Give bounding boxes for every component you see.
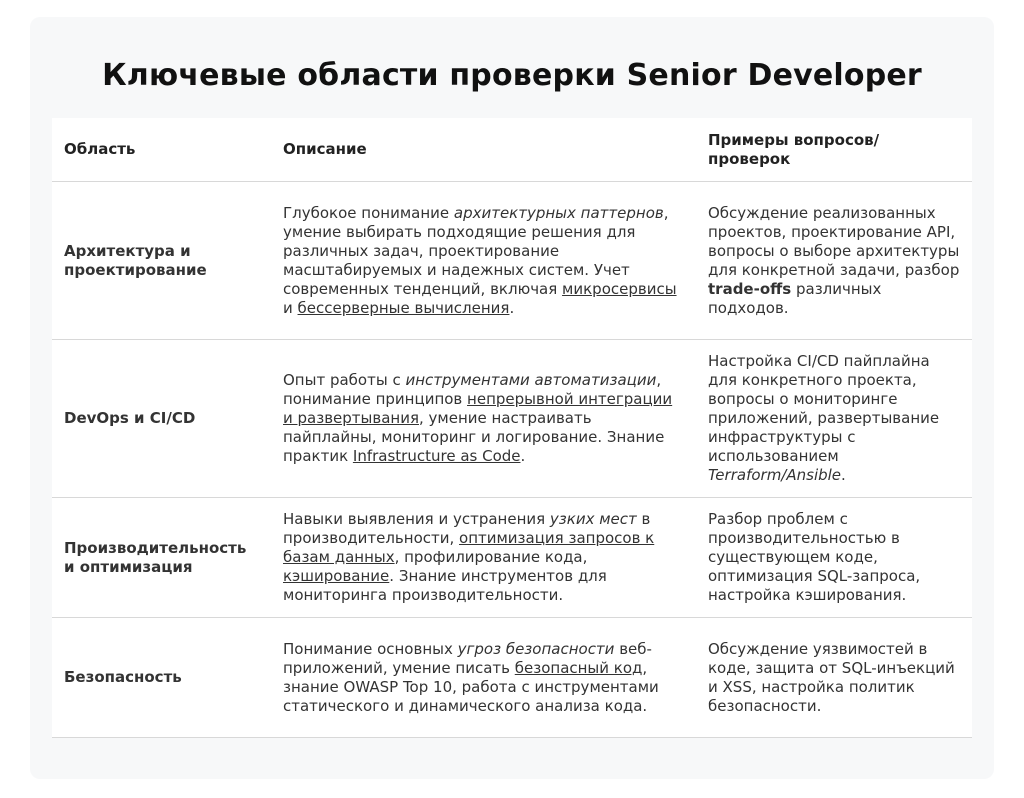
underlined-term: кэширование (283, 567, 390, 585)
area-cell: DevOps и CI/CD (52, 340, 271, 498)
table-row (52, 182, 972, 340)
emphasis: инструментами автоматизации (405, 371, 657, 389)
examples-cell: Разбор проблем с производительностью в существующем коде, оптимизация SQL-запроса, настройка кэширования. (696, 498, 972, 618)
underlined-term: непрерывной интеграции и развертывания (283, 390, 673, 427)
emphasis: архитектурных паттернов (453, 203, 664, 222)
examples-cell: Обсуждение реализованных проектов, проектирование API, вопросы о выборе архитектуры для конкретной задачи, разбор trade-offs различных подходов. (696, 182, 972, 340)
area-cell: Безопасность (52, 618, 271, 738)
underlined-term: безопасный код (514, 658, 643, 677)
emphasis: Terraform/Ansible (708, 466, 842, 484)
table-row (52, 498, 972, 618)
header-examples: Примеры вопросов/ проверок (696, 118, 972, 182)
table-row (52, 340, 972, 498)
bold-term: trade-offs (708, 279, 792, 298)
examples-cell: Настройка CI/CD пайплайна для конкретного проекта, вопросы о мониторинге приложений, развертывание инфраструктуры с использованием Terraform/Ansible. (696, 340, 972, 498)
review-areas-table (52, 118, 972, 738)
area-cell: Производительность и оптимизация (52, 498, 271, 618)
emphasis: угроз безопасности (457, 639, 615, 658)
table-row (52, 618, 972, 738)
header-description: Описание (271, 118, 696, 182)
description-cell: Навыки выявления и устранения узких мест в производительности, оптимизация запросов к базам данных, профилирование кода, кэширование. Знание инструментов для мониторинга производительности. (271, 498, 696, 618)
page-title: Ключевые области проверки Senior Developer (102, 58, 922, 93)
description-cell: Опыт работы с инструментами автоматизации, понимание принципов непрерывной интеграции и развертывания, умение настраивать пайплайны, мониторинг и логирование. Знание практик Infrastructure as Code. (271, 340, 696, 498)
underlined-term: бессерверные вычисления (297, 298, 510, 317)
area-cell: Архитектура и проектирование (52, 182, 271, 340)
description-cell: Глубокое понимание архитектурных паттернов, умение выбирать подходящие решения для различных задач, проектирование масштабируемых и надежных систем. Учет современных тенденций, включая микросервисы и бессерверные вычисления. (271, 182, 696, 340)
examples-cell: Обсуждение уязвимостей в коде, защита от SQL-инъекций и XSS, настройка политик безопасности. (696, 618, 972, 738)
underlined-term: Infrastructure as Code (352, 447, 521, 465)
header-area: Область (52, 118, 271, 182)
underlined-term: оптимизация запросов к базам данных (283, 529, 655, 566)
description-cell: Понимание основных угроз безопасности веб-приложений, умение писать безопасный код, знание OWASP Top 10, работа с инструментами статического и динамического анализа кода. (271, 618, 696, 738)
underlined-term: микросервисы (562, 279, 677, 298)
emphasis: узких мест (549, 510, 637, 528)
table-header-row (52, 118, 972, 182)
